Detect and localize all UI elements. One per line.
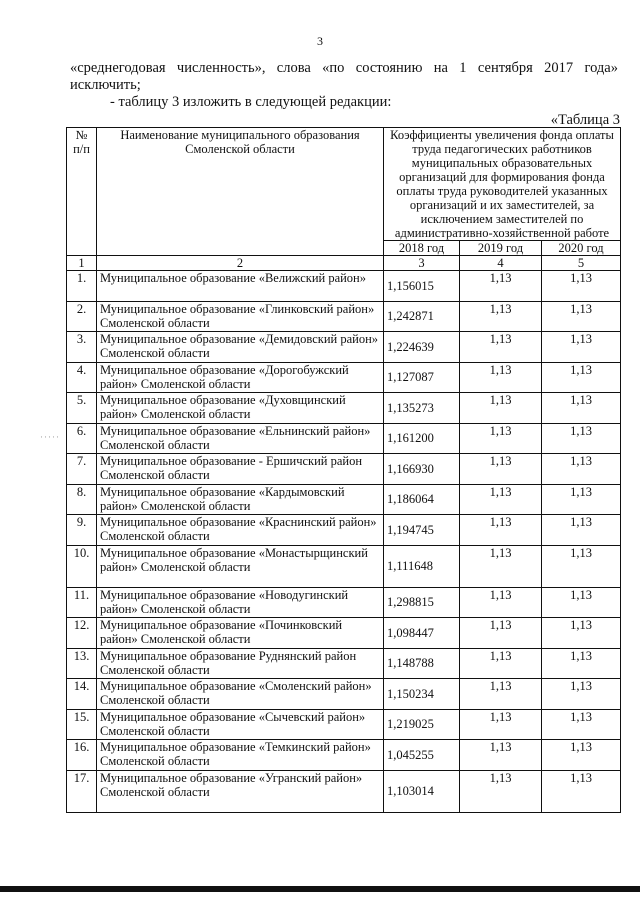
row-value-2019: 1,13 xyxy=(460,709,542,740)
row-value-2020: 1,13 xyxy=(542,515,621,546)
row-value-2020: 1,13 xyxy=(542,362,621,393)
row-value-2019: 1,13 xyxy=(460,454,542,485)
row-number: 8. xyxy=(67,484,97,515)
row-number: 3. xyxy=(67,332,97,363)
row-value-2020: 1,13 xyxy=(542,484,621,515)
row-number: 1. xyxy=(67,271,97,302)
row-value-2018: 1,186064 xyxy=(384,484,460,515)
column-number: 5 xyxy=(542,256,621,271)
row-value-2020: 1,13 xyxy=(542,545,621,587)
row-value-2020: 1,13 xyxy=(542,618,621,649)
row-number: 12. xyxy=(67,618,97,649)
row-name: Муниципальное образование «Монастырщинский район» Смоленской области xyxy=(97,545,384,587)
table-row xyxy=(67,362,621,393)
row-value-2018: 1,135273 xyxy=(384,393,460,424)
row-value-2018: 1,111648 xyxy=(384,545,460,587)
row-value-2019: 1,13 xyxy=(460,679,542,710)
row-value-2019: 1,13 xyxy=(460,770,542,812)
row-name: Муниципальное образование «Краснинский район» Смоленской области xyxy=(97,515,384,546)
table-row xyxy=(67,587,621,618)
row-value-2018: 1,148788 xyxy=(384,648,460,679)
row-value-2020: 1,13 xyxy=(542,423,621,454)
table-row xyxy=(67,484,621,515)
row-value-2018: 1,045255 xyxy=(384,740,460,771)
row-name: Муниципальное образование «Смоленский район» Смоленской области xyxy=(97,679,384,710)
column-number: 1 xyxy=(67,256,97,271)
row-name: Муниципальное образование «Глинковский район» Смоленской области xyxy=(97,301,384,332)
row-value-2020: 1,13 xyxy=(542,454,621,485)
row-name: Муниципальное образование «Починковский район» Смоленской области xyxy=(97,618,384,649)
row-number: 4. xyxy=(67,362,97,393)
table-row xyxy=(67,332,621,363)
header-year-2018: 2018 год xyxy=(384,241,460,256)
column-number: 4 xyxy=(460,256,542,271)
row-value-2020: 1,13 xyxy=(542,301,621,332)
row-value-2019: 1,13 xyxy=(460,332,542,363)
row-value-2019: 1,13 xyxy=(460,484,542,515)
row-value-2020: 1,13 xyxy=(542,332,621,363)
table-row xyxy=(67,770,621,812)
margin-mark: ····· xyxy=(40,432,60,442)
table-row xyxy=(67,393,621,424)
table-row xyxy=(67,709,621,740)
row-number: 15. xyxy=(67,709,97,740)
row-value-2018: 1,166930 xyxy=(384,454,460,485)
row-value-2020: 1,13 xyxy=(542,679,621,710)
row-value-2019: 1,13 xyxy=(460,618,542,649)
row-name: Муниципальное образование «Велижский район» xyxy=(97,271,384,302)
row-number: 9. xyxy=(67,515,97,546)
row-name: Муниципальное образование «Ельнинский район» Смоленской области xyxy=(97,423,384,454)
row-name: Муниципальное образование Руднянский район Смоленской области xyxy=(97,648,384,679)
header-num: № п/п xyxy=(67,128,97,256)
table-row xyxy=(67,679,621,710)
row-value-2020: 1,13 xyxy=(542,709,621,740)
row-name: Муниципальное образование «Угранский район» Смоленской области xyxy=(97,770,384,812)
row-value-2019: 1,13 xyxy=(460,587,542,618)
header-coefficients: Коэффициенты увеличения фонда оплаты труда педагогических работников муниципальных образовательных организаций для формирования фонда оплаты труда руководителей указанных организаций и их заместителей, за исключением заместителей по административно-хозяйственной работе xyxy=(384,128,621,241)
row-value-2018: 1,150234 xyxy=(384,679,460,710)
row-value-2018: 1,103014 xyxy=(384,770,460,812)
row-value-2018: 1,224639 xyxy=(384,332,460,363)
row-value-2020: 1,13 xyxy=(542,587,621,618)
header-year-2019: 2019 год xyxy=(460,241,542,256)
paragraph-line-2: исключить; xyxy=(70,77,141,93)
row-value-2018: 1,156015 xyxy=(384,271,460,302)
paragraph-line-3: - таблицу 3 изложить в следующей редакции: xyxy=(110,94,392,110)
row-value-2020: 1,13 xyxy=(542,393,621,424)
table-row xyxy=(67,740,621,771)
table-row xyxy=(67,648,621,679)
row-name: Муниципальное образование «Темкинский район» Смоленской области xyxy=(97,740,384,771)
table-row xyxy=(67,423,621,454)
column-number: 2 xyxy=(97,256,384,271)
column-number: 3 xyxy=(384,256,460,271)
table-body xyxy=(67,271,621,813)
table-caption: «Таблица 3 xyxy=(550,112,620,128)
row-value-2019: 1,13 xyxy=(460,515,542,546)
header-year-2020: 2020 год xyxy=(542,241,621,256)
row-number: 6. xyxy=(67,423,97,454)
table-row xyxy=(67,515,621,546)
row-name: Муниципальное образование «Новодугинский район» Смоленской области xyxy=(97,587,384,618)
table-row xyxy=(67,454,621,485)
row-number: 13. xyxy=(67,648,97,679)
row-value-2019: 1,13 xyxy=(460,362,542,393)
row-number: 10. xyxy=(67,545,97,587)
row-value-2019: 1,13 xyxy=(460,393,542,424)
row-value-2019: 1,13 xyxy=(460,648,542,679)
table-row xyxy=(67,271,621,302)
row-value-2018: 1,219025 xyxy=(384,709,460,740)
row-value-2018: 1,127087 xyxy=(384,362,460,393)
row-number: 2. xyxy=(67,301,97,332)
row-number: 7. xyxy=(67,454,97,485)
row-number: 16. xyxy=(67,740,97,771)
row-value-2018: 1,194745 xyxy=(384,515,460,546)
row-name: Муниципальное образование - Ершичский район Смоленской области xyxy=(97,454,384,485)
header-name: Наименование муниципального образования Смоленской области xyxy=(97,128,384,256)
row-name: Муниципальное образование «Духовщинский район» Смоленской области xyxy=(97,393,384,424)
row-value-2018: 1,298815 xyxy=(384,587,460,618)
row-value-2020: 1,13 xyxy=(542,271,621,302)
table-row xyxy=(67,301,621,332)
row-name: Муниципальное образование «Дорогобужский район» Смоленской области xyxy=(97,362,384,393)
row-value-2019: 1,13 xyxy=(460,301,542,332)
row-value-2020: 1,13 xyxy=(542,648,621,679)
paragraph-line-1: «среднегодовая численность», слова «по состоянию на 1 сентября 2017 года» xyxy=(70,60,618,76)
row-value-2020: 1,13 xyxy=(542,740,621,771)
row-value-2019: 1,13 xyxy=(460,271,542,302)
row-name: Муниципальное образование «Сычевский район» Смоленской области xyxy=(97,709,384,740)
row-number: 11. xyxy=(67,587,97,618)
row-number: 5. xyxy=(67,393,97,424)
table-row xyxy=(67,618,621,649)
row-number: 17. xyxy=(67,770,97,812)
scan-bottom-edge xyxy=(0,886,640,892)
row-value-2018: 1,242871 xyxy=(384,301,460,332)
row-value-2019: 1,13 xyxy=(460,423,542,454)
row-value-2019: 1,13 xyxy=(460,740,542,771)
page-number: 3 xyxy=(317,34,323,48)
row-number: 14. xyxy=(67,679,97,710)
row-name: Муниципальное образование «Демидовский район» Смоленской области xyxy=(97,332,384,363)
row-value-2018: 1,161200 xyxy=(384,423,460,454)
coefficients-table xyxy=(66,127,621,813)
row-value-2018: 1,098447 xyxy=(384,618,460,649)
row-name: Муниципальное образование «Кардымовский район» Смоленской области xyxy=(97,484,384,515)
row-value-2019: 1,13 xyxy=(460,545,542,587)
row-value-2020: 1,13 xyxy=(542,770,621,812)
table-row xyxy=(67,545,621,587)
